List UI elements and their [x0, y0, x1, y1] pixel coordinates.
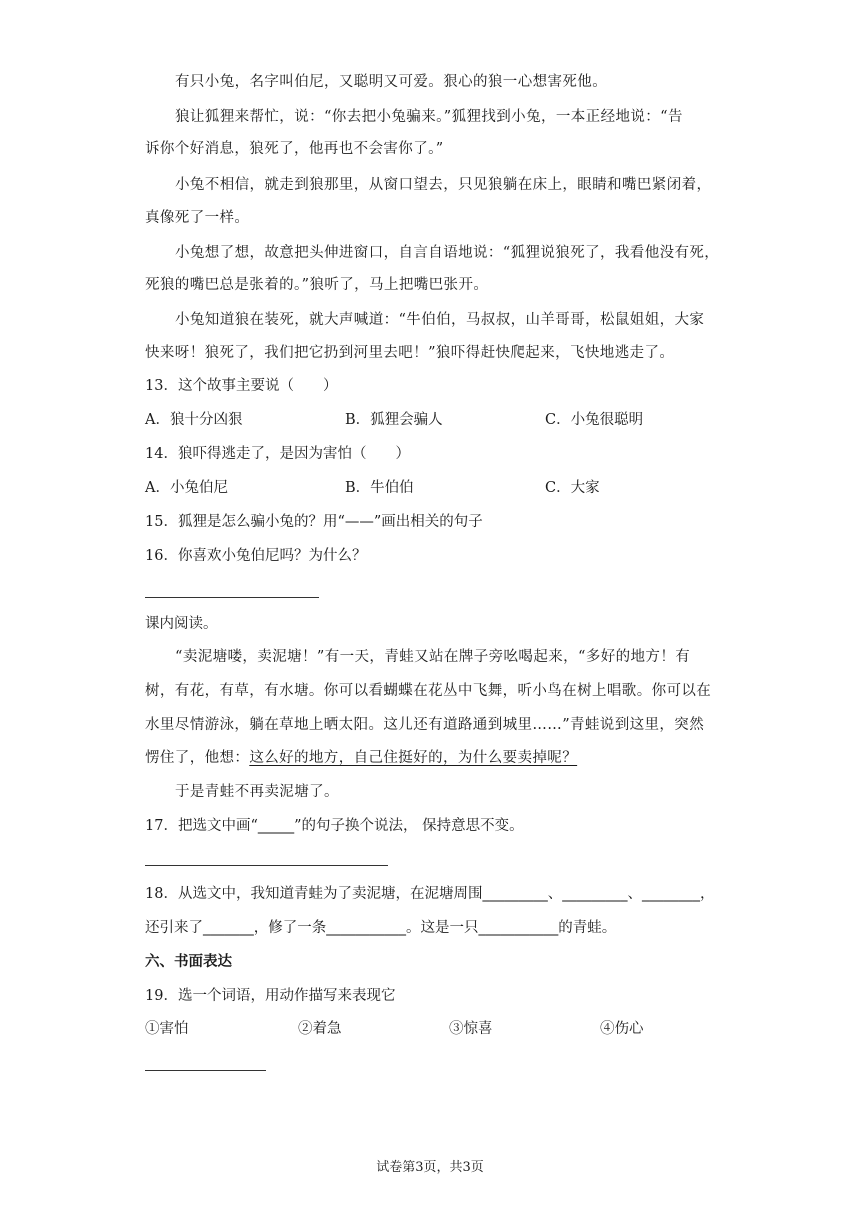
story2-line-4-prefix: 愣住了，他想：: [145, 750, 250, 766]
question-19-option-4[interactable]: ④伤心: [600, 1021, 644, 1037]
story1-paragraph-2-line-1: 狼让狐狸来帮忙，说：“你去把小兔骗来。”狐狸找到小兔，一本正经地说：“告: [175, 109, 683, 125]
question-16-answer-line[interactable]: [145, 597, 319, 598]
question-17-stem-mark: _____: [257, 818, 295, 834]
question-17-stem-pre: 17．把选文中画“: [145, 818, 258, 834]
section-reading-title: 课内阅读。: [145, 616, 218, 632]
question-18-blank-6[interactable]: ___________: [478, 920, 559, 936]
question-18-text-3: ，修了一条: [253, 920, 327, 936]
story1-paragraph-2-line-2: 诉你个好消息，狼死了，他再也不会害你了。”: [145, 141, 444, 157]
question-18-line-1: [145, 884, 725, 904]
story2-paragraph-1-line-1: “卖泥塘喽，卖泥塘！”有一天，青蛙又站在牌子旁吆喝起来，“多好的地方！有: [175, 649, 691, 665]
question-18-blank-1[interactable]: _________: [482, 886, 548, 902]
question-14-option-a[interactable]: A．小兔伯尼: [145, 480, 228, 496]
question-14-stem: 14．狼吓得逃走了，是因为害怕（ ）: [145, 446, 410, 462]
question-18-blank-3[interactable]: ________: [641, 886, 700, 902]
question-13-option-c[interactable]: C．小兔很聪明: [545, 412, 644, 428]
story1-paragraph-4-line-1: 小兔想了想，故意把头伸进窗口，自言自语地说：“狐狸说狼死了，我看他没有死，: [175, 245, 720, 261]
story1-paragraph-5-line-1: 小兔知道狼在装死，就大声喊道：“牛伯伯，马叔叔，山羊哥哥，松鼠姐姐，大家: [175, 312, 705, 328]
story2-paragraph-1-line-4: [145, 748, 715, 768]
question-19-option-2[interactable]: ②着急: [298, 1021, 342, 1037]
question-18-blank-5[interactable]: ___________: [326, 920, 406, 936]
story1-paragraph-1: 有只小兔，名字叫伯尼，又聪明又可爱。狠心的狼一心想害死他。: [175, 74, 608, 90]
question-18-sep-2: 、: [627, 886, 642, 902]
question-13-option-a[interactable]: A．狼十分凶狠: [145, 412, 243, 428]
question-13-option-b[interactable]: B．狐狸会骗人: [345, 412, 443, 428]
question-18-sep-1: 、: [547, 886, 563, 902]
story2-paragraph-1-line-3: 水里尽情游泳，躺在草地上晒太阳。这儿还有道路通到城里……”青蛙说到这里，突然: [145, 717, 705, 733]
story2-underlined-sentence: 这么好的地方，自己住挺好的，为什么要卖掉呢？: [249, 750, 578, 766]
question-17-stem-post: ”的句子换个说法， 保持意思不变。: [294, 818, 524, 834]
question-19-answer-line[interactable]: [145, 1070, 266, 1071]
question-19-stem: 19．选一个词语，用动作描写来表现它: [145, 988, 396, 1004]
question-18-blank-2[interactable]: _________: [562, 886, 628, 902]
question-18-text-5: 的青蛙。: [558, 920, 617, 936]
story1-paragraph-4-line-2: 死狼的嘴巴总是张着的。”狼听了，马上把嘴巴张开。: [145, 277, 489, 293]
story2-paragraph-1-line-2: 树，有花，有草，有水塘。你可以看蝴蝶在花丛中飞舞，听小鸟在树上唱歌。你可以在: [145, 683, 712, 699]
question-18-text-1: 18．从选文中，我知道青蛙为了卖泥塘，在泥塘周围: [145, 886, 483, 902]
question-18-blank-4[interactable]: _______: [203, 920, 254, 936]
story1-paragraph-3-line-2: 真像死了一样。: [145, 210, 250, 226]
story1-paragraph-5-line-2: 快来呀！狼死了，我们把它扔到河里去吧！”狼吓得赶快爬起来，飞快地逃走了。: [145, 345, 675, 361]
question-15-stem: 15．狐狸是怎么骗小兔的？用“——”画出相关的句子: [145, 514, 483, 530]
page-footer: 试卷第3页，共3页: [376, 1160, 484, 1175]
question-18-end-1: ，: [699, 886, 715, 902]
section-6-title: 六、书面表达: [145, 954, 232, 970]
question-14-option-b[interactable]: B．牛伯伯: [345, 480, 414, 496]
story2-paragraph-2: 于是青蛙不再卖泥塘了。: [175, 784, 339, 800]
question-13-stem: 13．这个故事主要说（ ）: [145, 378, 338, 394]
question-16-stem: 16．你喜欢小兔伯尼吗？为什么？: [145, 548, 367, 564]
question-18-text-2: 还引来了: [145, 920, 203, 936]
question-14-option-c[interactable]: C．大家: [545, 480, 600, 496]
question-18-text-4: 。这是一只: [406, 920, 479, 936]
question-17-answer-line[interactable]: [145, 865, 388, 866]
question-19-option-3[interactable]: ③惊喜: [449, 1021, 493, 1037]
story1-paragraph-3-line-1: 小兔不相信，就走到狼那里，从窗口望去，只见狼躺在床上，眼睛和嘴巴紧闭着，: [175, 177, 712, 193]
question-19-option-1[interactable]: ①害怕: [145, 1021, 189, 1037]
question-18-line-2: [145, 918, 715, 938]
question-17-stem: [145, 816, 715, 836]
